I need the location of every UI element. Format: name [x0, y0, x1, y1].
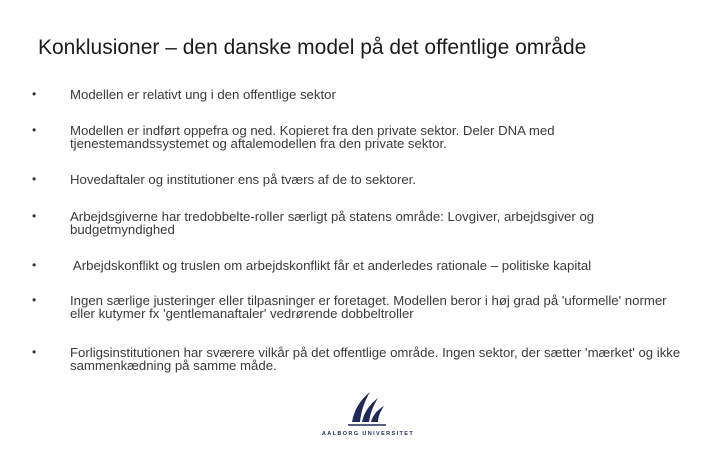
bullet-dot: • [32, 345, 37, 359]
aalborg-university-logo [318, 388, 418, 440]
bullet-text: Arbejdsgiverne har tredobbelte-roller særligt på statens område: Lovgiver, arbejdsgiver og budgetmyndighed [70, 209, 595, 237]
aau-logo-icon [346, 388, 390, 428]
slide-title: Konklusioner – den danske model på det offentlige område [38, 36, 587, 59]
bullet-dot: • [32, 172, 37, 186]
bullet-dot: • [32, 123, 37, 137]
bullet-text: Modellen er indført oppefra og ned. Kopieret fra den private sektor. Deler DNA med tjenestemandssystemet og aftalemodellen fra den private sektor. [70, 123, 555, 151]
bullet-dot: • [32, 87, 37, 101]
bullet-dot: • [32, 258, 37, 272]
bullet-dot: • [32, 293, 37, 307]
bullet-text: Arbejdskonflikt og truslen om arbejdskonflikt får et anderledes rationale – politiske kapital [70, 258, 592, 273]
bullet-text: Hovedaftaler og institutioner ens på tværs af de to sektorer. [70, 172, 416, 187]
bullet-text: Modellen er relativt ung i den offentlige sektor [70, 87, 336, 102]
bullet-text: Forligsinstitutionen har sværere vilkår på det offentlige område. Ingen sektor, der sætter 'mærket' og ikke sammenkædning på samme måde. [70, 345, 681, 373]
logo-text: AALBORG UNIVERSITET [321, 431, 415, 437]
bullet-text: Ingen særlige justeringer eller tilpasninger er foretaget. Modellen beror i høj grad på 'uformelle' normer eller kutymer fx 'gentlemanaftaler' vedrørende dobbeltroller [70, 293, 667, 321]
bullet-dot: • [32, 209, 37, 223]
